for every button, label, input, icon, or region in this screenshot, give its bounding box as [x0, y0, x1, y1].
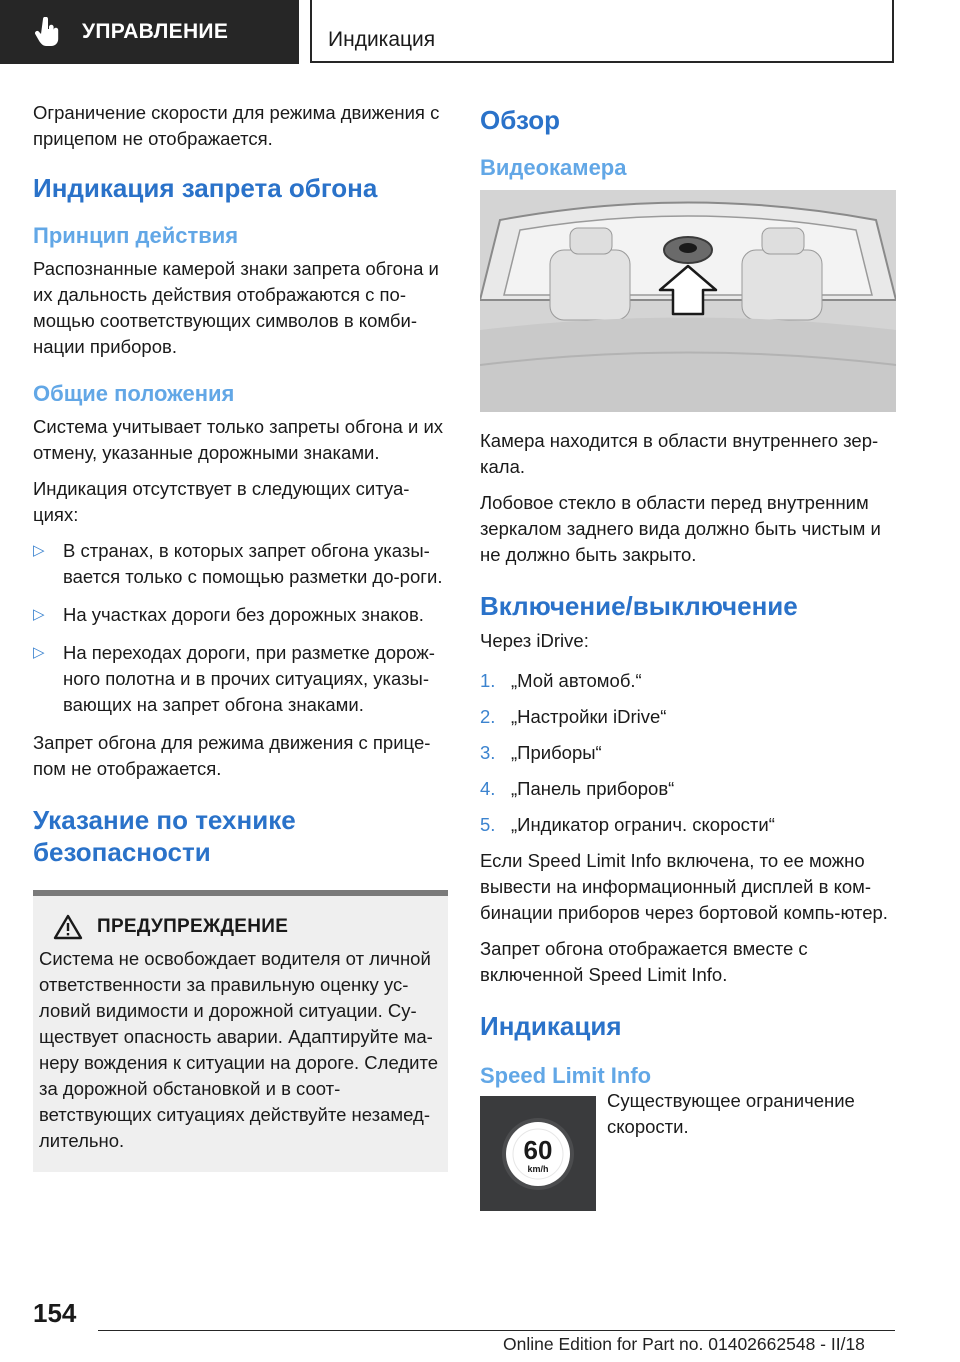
heading-overview: Обзор	[480, 105, 560, 135]
speed-limit-caption: Существующее ограничение скорости.	[607, 1090, 855, 1137]
chapter-header	[310, 0, 894, 63]
heading-general: Общие положения	[33, 381, 235, 406]
section-label: УПРАВЛЕНИЕ	[82, 20, 229, 43]
speed-limit-sign-image	[480, 1096, 596, 1211]
situations-list	[33, 538, 448, 718]
list-item: 1. „Мой автомоб.“	[480, 670, 642, 691]
footer-divider	[98, 1330, 895, 1331]
warning-box	[33, 890, 448, 1172]
warning-triangle-icon	[53, 914, 83, 940]
speed-unit: km/h	[527, 1163, 549, 1174]
triangle-bullet-icon: ▷	[33, 542, 45, 559]
speed-limit-block	[480, 1090, 896, 1211]
page-number: 154	[33, 1298, 77, 1328]
chapter-title: Индикация	[328, 28, 436, 51]
list-item: 2. „Настройки iDrive“	[480, 706, 667, 727]
general-text-1: Система учитывает только запреты обгона и их отмену, указанные дорожными знаками.	[33, 416, 444, 463]
speed-value: 60	[523, 1134, 553, 1165]
heading-display: Индикация	[480, 1011, 622, 1041]
list-item: 5. „Индикатор огранич. скорости“	[480, 814, 775, 835]
heading-camera: Видеокамера	[480, 155, 627, 180]
camera-text-2: Лобовое стекло в области перед внутренним зеркалом заднего вида должно быть чистым и не должно быть закрыто.	[480, 492, 881, 565]
camera-text-1: Камера находится в области внутреннего зер-кала.	[480, 430, 879, 477]
trailer-text: Запрет обгона для режима движения с прице-пом не отображается.	[33, 732, 431, 779]
right-column	[480, 100, 896, 1211]
warning-text: Система не освобождает водителя от личной ответственности за правильную оценку ус-ловий видимости и дорожной ситуации. Су-ществует опасность аварии. Адаптируйте ма-неру вождения к ситуации на дороге. Следите за дорожной обстановкой и в соот-ветствующих ситуациях действуйте незамед-лительно.	[39, 948, 439, 1151]
idrive-text: Через iDrive:	[480, 630, 589, 651]
general-text-2: Индикация отсутствует в следующих ситуа-циях:	[33, 478, 410, 525]
left-column	[33, 100, 448, 1172]
hand-pointer-icon	[34, 17, 62, 47]
heading-on-off: Включение/выключение	[480, 591, 798, 621]
list-item: ▷ В странах, в которых запрет обгона указы-вается только с помощью разметки до-роги.	[33, 540, 443, 587]
triangle-bullet-icon: ▷	[33, 644, 45, 661]
list-item: ▷ На участках дороги без дорожных знаков.	[33, 602, 448, 628]
list-item: ▷ На переходах дороги, при разметке дорож-ного полотна и в прочих ситуациях, указы-вающих на запрет обгона знаками.	[33, 642, 435, 715]
together-text: Запрет обгона отображается вместе с включенной Speed Limit Info.	[480, 938, 808, 985]
intro-text: Ограничение скорости для режима движения с прицепом не отображается.	[33, 102, 440, 149]
list-item: 3. „Приборы“	[480, 742, 602, 763]
warning-title: ПРЕДУПРЕЖДЕНИЕ	[97, 916, 289, 937]
list-item: 4. „Панель приборов“	[480, 778, 675, 799]
triangle-bullet-icon: ▷	[33, 606, 45, 623]
speed-limit-sign-icon	[498, 1114, 578, 1194]
speedlimit-text: Если Speed Limit Info включена, то ее можно вывести на информационный дисплей в ком-бинации приборов через бортовой компь-ютер.	[480, 850, 888, 923]
heading-safety: Указание по технике безопасности	[33, 805, 296, 867]
section-tab[interactable]	[0, 0, 299, 64]
heading-no-overtake: Индикация запрета обгона	[33, 173, 378, 203]
heading-speed-limit-info: Speed Limit Info	[480, 1063, 652, 1088]
idrive-steps	[480, 668, 896, 838]
camera-location-image	[480, 190, 896, 412]
principle-text: Распознанные камерой знаки запрета обгона и их дальность действия отображаются с по-мощью соответствующих символов в комби-нации приборов.	[33, 258, 439, 357]
edition-text: Online Edition for Part no. 01402662548 - II/18	[503, 1334, 865, 1354]
heading-principle: Принцип действия	[33, 223, 239, 248]
